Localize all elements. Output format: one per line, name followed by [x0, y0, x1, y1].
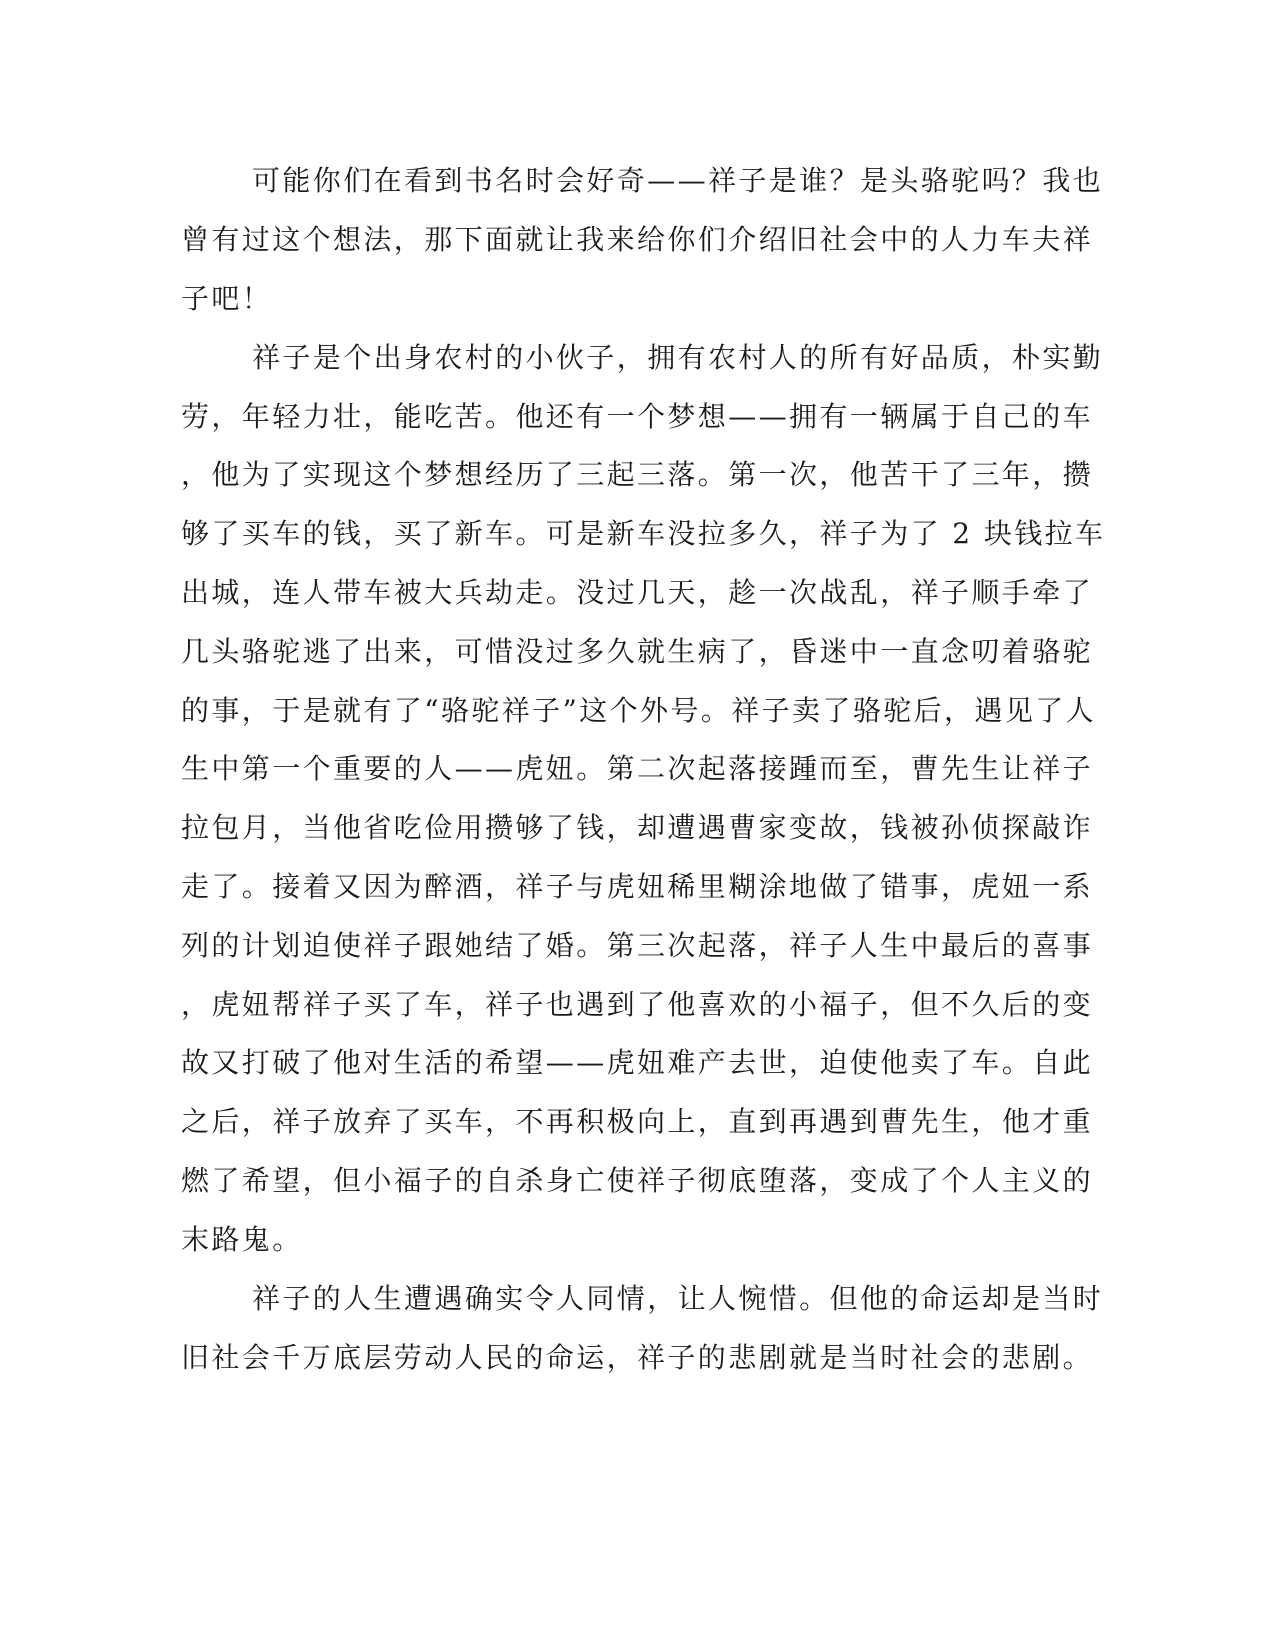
text-line: 末路鬼。 [181, 1223, 303, 1256]
text-line: 故又打破了他对生活的希望——虎妞难产去世，迫使他卖了车。自此 [181, 1046, 1094, 1079]
text-line: 几头骆驼逃了出来，可惜没过多久就生病了，昏迷中一直念叨着骆驼 [181, 635, 1094, 668]
text-line: 可能你们在看到书名时会好奇——祥子是谁？是头骆驼吗？我也 [252, 164, 1104, 197]
text-line: 祥子的人生遭遇确实令人同情，让人惋惜。但他的命运却是当时 [252, 1282, 1104, 1315]
text-line: 出城，连人带车被大兵劫走。没过几天，趁一次战乱，祥子顺手牵了 [181, 576, 1094, 609]
text-line: 旧社会千万底层劳动人民的命运，祥子的悲剧就是当时社会的悲剧。 [181, 1341, 1094, 1374]
text-line: ，他为了实现这个梦想经历了三起三落。第一次，他苦干了三年，攒 [181, 458, 1094, 491]
text-line: 生中第一个重要的人——虎妞。第二次起落接踵而至，曹先生让祥子 [181, 752, 1094, 785]
text-line: ，虎妞帮祥子买了车，祥子也遇到了他喜欢的小福子，但不久后的变 [181, 988, 1094, 1021]
text-line: 的事，于是就有了“骆驼祥子”这个外号。祥子卖了骆驼后，遇见了人 [181, 694, 1097, 727]
text-line: 之后，祥子放弃了买车，不再积极向上，直到再遇到曹先生，他才重 [181, 1105, 1094, 1138]
text-line: 祥子是个出身农村的小伙子，拥有农村人的所有好品质，朴实勤 [252, 341, 1104, 374]
text-line: 拉包月，当他省吃俭用攒够了钱，却遭遇曹家变故，钱被孙侦探敲诈 [181, 811, 1094, 844]
text-line: 列的计划迫使祥子跟她结了婚。第三次起落，祥子人生中最后的喜事 [181, 929, 1094, 962]
text-line: 曾有过这个想法，那下面就让我来给你们介绍旧社会中的人力车夫祥 [181, 223, 1094, 256]
text-line: 子吧！ [181, 282, 273, 315]
text-line: 够了买车的钱，买了新车。可是新车没拉多久，祥子为了 2 块钱拉车 [181, 517, 1106, 550]
text-line: 走了。接着又因为醉酒，祥子与虎妞稀里糊涂地做了错事，虎妞一系 [181, 870, 1094, 903]
text-line: 燃了希望，但小福子的自杀身亡使祥子彻底堕落，变成了个人主义的 [181, 1164, 1094, 1197]
text-line: 劳，年轻力壮，能吃苦。他还有一个梦想——拥有一辆属于自己的车 [181, 400, 1094, 433]
